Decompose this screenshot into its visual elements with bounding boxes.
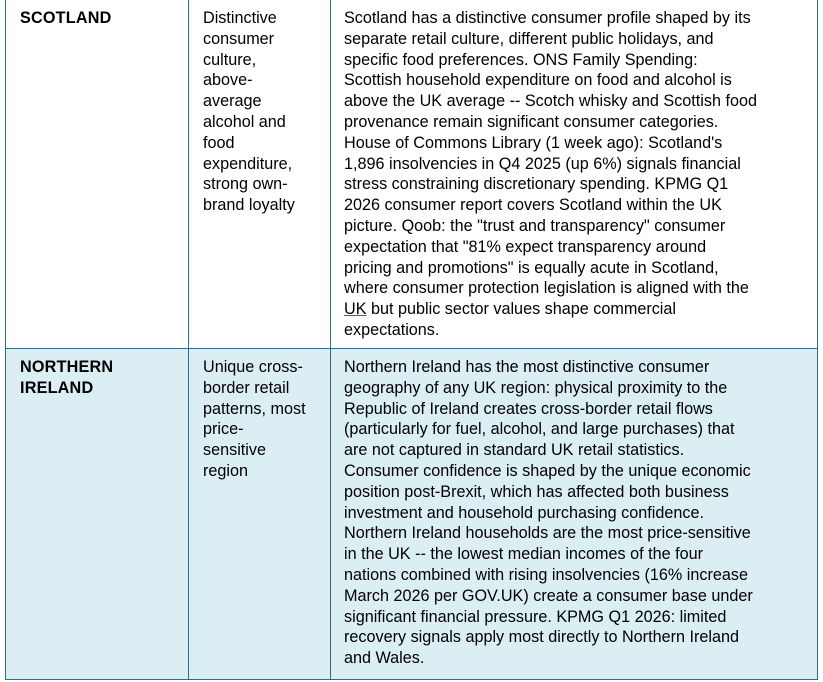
regional-consumer-table xyxy=(5,0,818,680)
detail-cell xyxy=(330,349,818,680)
uk-link[interactable]: UK xyxy=(344,300,367,319)
region-cell xyxy=(5,0,188,349)
region-detail-part-2: but public sector values shape commercial expectations. xyxy=(344,300,677,339)
summary-cell xyxy=(188,349,330,680)
region-summary: Distinctive consumer culture, above- average alcohol and food expenditure, strong own- brand loyalty xyxy=(203,9,295,215)
detail-cell xyxy=(330,0,818,349)
table-row-scotland xyxy=(5,0,818,349)
summary-cell xyxy=(188,0,330,349)
region-summary: Unique cross- border retail patterns, most price- sensitive region xyxy=(203,358,306,480)
region-detail-part-1: Scotland has a distinctive consumer profile shaped by its separate retail culture, different public holidays, and specific food preferences. ONS Family Spending: Scottish household expenditure on food and alcohol is above the UK average -- Scotch whisky and Scottish food provenance remain significant consumer categories. House of Commons Library (1 week ago): Scotland's 1,896 insolvencies in Q4 2025 (up 6%) signals financial stress constraining discretionary spending. KPMG Q1 2026 consumer report covers Scotland within the UK picture. Qoob: the "trust and transparency" consumer expectation that "81% expect transparency around pricing and promotions" is equally acute in Scotland, where consumer protection legislation is aligned with the xyxy=(344,9,758,298)
region-cell xyxy=(5,349,188,680)
region-name: SCOTLAND xyxy=(20,9,112,27)
region-name: NORTHERN IRELAND xyxy=(20,358,114,397)
table-row-northern-ireland xyxy=(5,349,818,680)
region-detail: Northern Ireland has the most distinctive consumer geography of any UK region: physical proximity to the Republic of Ireland creates cross-border retail flows (particularly for fuel, alcohol, and large purchases) that are not captured in standard UK retail statistics. Consumer confidence is shaped by the unique economic position post-Brexit, which has affected both business investment and household purchasing confidence. Northern Ireland households are the most price-sensitive in the UK -- the lowest median incomes of the four nations combined with rising insolvencies (16% increase March 2026 per GOV.UK) create a consumer base under significant financial pressure. KPMG Q1 2026: limited recovery signals apply most directly to Northern Ireland and Wales. xyxy=(344,358,753,668)
